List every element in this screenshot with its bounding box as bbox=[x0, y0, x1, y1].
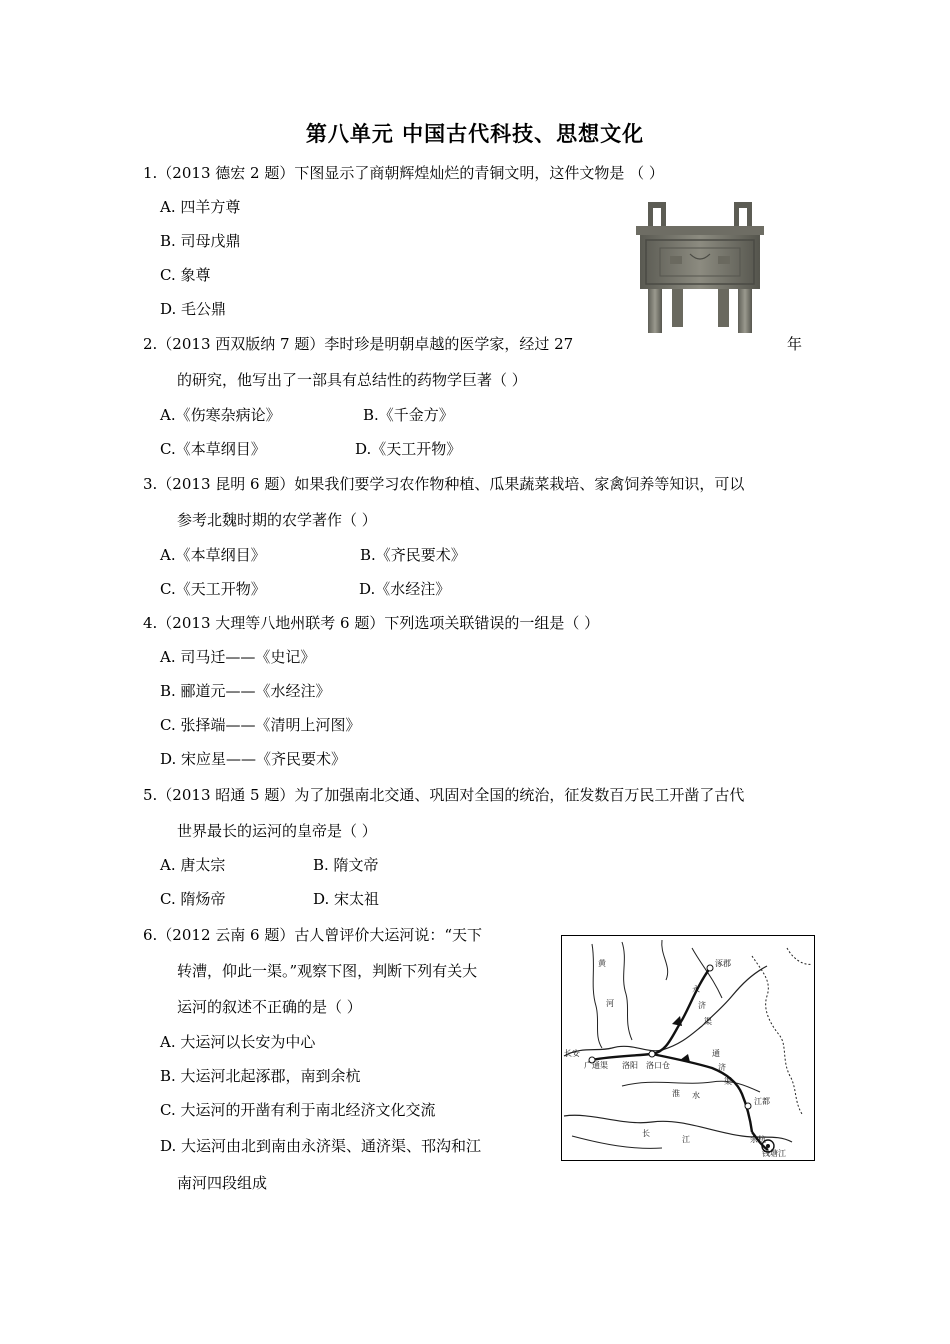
question-6-stem-continued-1: 转漕，仰此一渠。”观察下图，判断下列有关大 bbox=[177, 962, 478, 980]
map-drawing bbox=[562, 936, 814, 1160]
question-3-stem: 3.（2013 昆明 6 题）如果我们要学习农作物种植、瓜果蔬菜栽培、家禽饲养等知识，可以 bbox=[143, 475, 745, 493]
map-label-huai: 淮 bbox=[672, 1089, 680, 1098]
map-label-ji-1: 济 bbox=[698, 1001, 706, 1010]
question-3-option-d: D.《水经注》 bbox=[359, 580, 451, 598]
map-label-ji-2: 济 bbox=[718, 1063, 726, 1072]
map-label-jiangdu: 江都 bbox=[754, 1097, 770, 1106]
map-label-luokoucang: 洛口仓 bbox=[646, 1061, 670, 1070]
question-6-stem-continued-2: 运河的叙述不正确的是（ ） bbox=[177, 998, 362, 1016]
map-label-qu-1: 渠 bbox=[704, 1017, 712, 1026]
question-4-stem: 4.（2013 大理等八地州联考 6 题）下列选项关联错误的一组是（ ） bbox=[143, 614, 600, 632]
question-3-option-a: A.《本草纲目》 bbox=[160, 546, 266, 564]
question-2-option-a: A.《伤寒杂病论》 bbox=[160, 406, 281, 424]
map-label-zhuojun: 涿郡 bbox=[715, 959, 731, 968]
question-1-option-c: C. 象尊 bbox=[160, 266, 211, 284]
question-3-option-c: C.《天工开物》 bbox=[160, 580, 266, 598]
map-label-yong: 永 bbox=[692, 985, 700, 994]
question-1-stem: 1.（2013 德宏 2 题）下图显示了商朝辉煌灿烂的青铜文明，这件文物是 （ ） bbox=[143, 164, 664, 182]
map-label-qiantangjiang: 钱塘江 bbox=[762, 1149, 786, 1158]
question-6-option-c: C. 大运河的开凿有利于南北经济文化交流 bbox=[160, 1101, 436, 1119]
question-6-option-d-continued: 南河四段组成 bbox=[177, 1174, 268, 1192]
map-label-yuhang: 余杭 bbox=[750, 1135, 766, 1144]
question-5-stem-continued: 世界最长的运河的皇帝是（ ） bbox=[177, 822, 377, 840]
question-2-option-d: D.《天工开物》 bbox=[355, 440, 462, 458]
map-label-shui: 水 bbox=[692, 1091, 700, 1100]
question-2-stem: 2.（2013 西双版纳 7 题）李时珍是明朝卓越的医学家，经过 27 bbox=[143, 335, 574, 353]
map-label-tong: 通 bbox=[712, 1049, 720, 1058]
question-1-option-a: A. 四羊方尊 bbox=[160, 198, 241, 216]
question-3-option-b: B.《齐民要术》 bbox=[360, 546, 466, 564]
question-2-stem-continued: 的研究，他写出了一部具有总结性的药物学巨著（ ） bbox=[177, 371, 527, 389]
map-label-guangtongqu: 广通渠 bbox=[584, 1061, 608, 1070]
question-6-option-a: A. 大运河以长安为中心 bbox=[160, 1033, 316, 1051]
grand-canal-map bbox=[561, 935, 815, 1161]
map-label-luoyang: 洛阳 bbox=[622, 1061, 638, 1070]
question-4-option-c: C. 张择端——《清明上河图》 bbox=[160, 716, 361, 734]
bronze-ding-image bbox=[630, 198, 770, 338]
map-label-qu-2: 渠 bbox=[724, 1077, 732, 1086]
question-1-option-d: D. 毛公鼎 bbox=[160, 300, 227, 318]
question-2-option-b: B.《千金方》 bbox=[363, 406, 454, 424]
question-5-option-b: B. 隋文帝 bbox=[313, 856, 379, 874]
question-4-option-a: A. 司马迁——《史记》 bbox=[160, 648, 316, 666]
question-6-option-d: D. 大运河由北到南由永济渠、通济渠、邗沟和江 bbox=[160, 1137, 482, 1155]
map-label-jiang: 江 bbox=[682, 1135, 690, 1144]
map-label-huang: 黄 bbox=[598, 959, 606, 968]
question-3-stem-continued: 参考北魏时期的农学著作（ ） bbox=[177, 511, 377, 529]
page-title: 第八单元 中国古代科技、思想文化 bbox=[305, 122, 645, 146]
question-2-stem-end: 年 bbox=[787, 335, 803, 353]
question-6-stem: 6.（2012 云南 6 题）古人曾评价大运河说：“天下 bbox=[143, 926, 483, 944]
map-label-changan: 长安 bbox=[564, 1049, 580, 1058]
question-1-option-b: B. 司母戊鼎 bbox=[160, 232, 241, 250]
map-label-he: 河 bbox=[606, 999, 614, 1008]
question-4-option-b: B. 郦道元——《水经注》 bbox=[160, 682, 331, 700]
question-5-option-a: A. 唐太宗 bbox=[160, 856, 226, 874]
map-label-chang: 长 bbox=[642, 1129, 650, 1138]
question-5-stem: 5.（2013 昭通 5 题）为了加强南北交通、巩固对全国的统治，征发数百万民工开凿了古代 bbox=[143, 786, 745, 804]
question-2-option-c: C.《本草纲目》 bbox=[160, 440, 266, 458]
question-6-option-b: B. 大运河北起涿郡，南到余杭 bbox=[160, 1067, 361, 1085]
question-5-option-d: D. 宋太祖 bbox=[313, 890, 380, 908]
question-4-option-d: D. 宋应星——《齐民要术》 bbox=[160, 750, 347, 768]
question-5-option-c: C. 隋炀帝 bbox=[160, 890, 226, 908]
